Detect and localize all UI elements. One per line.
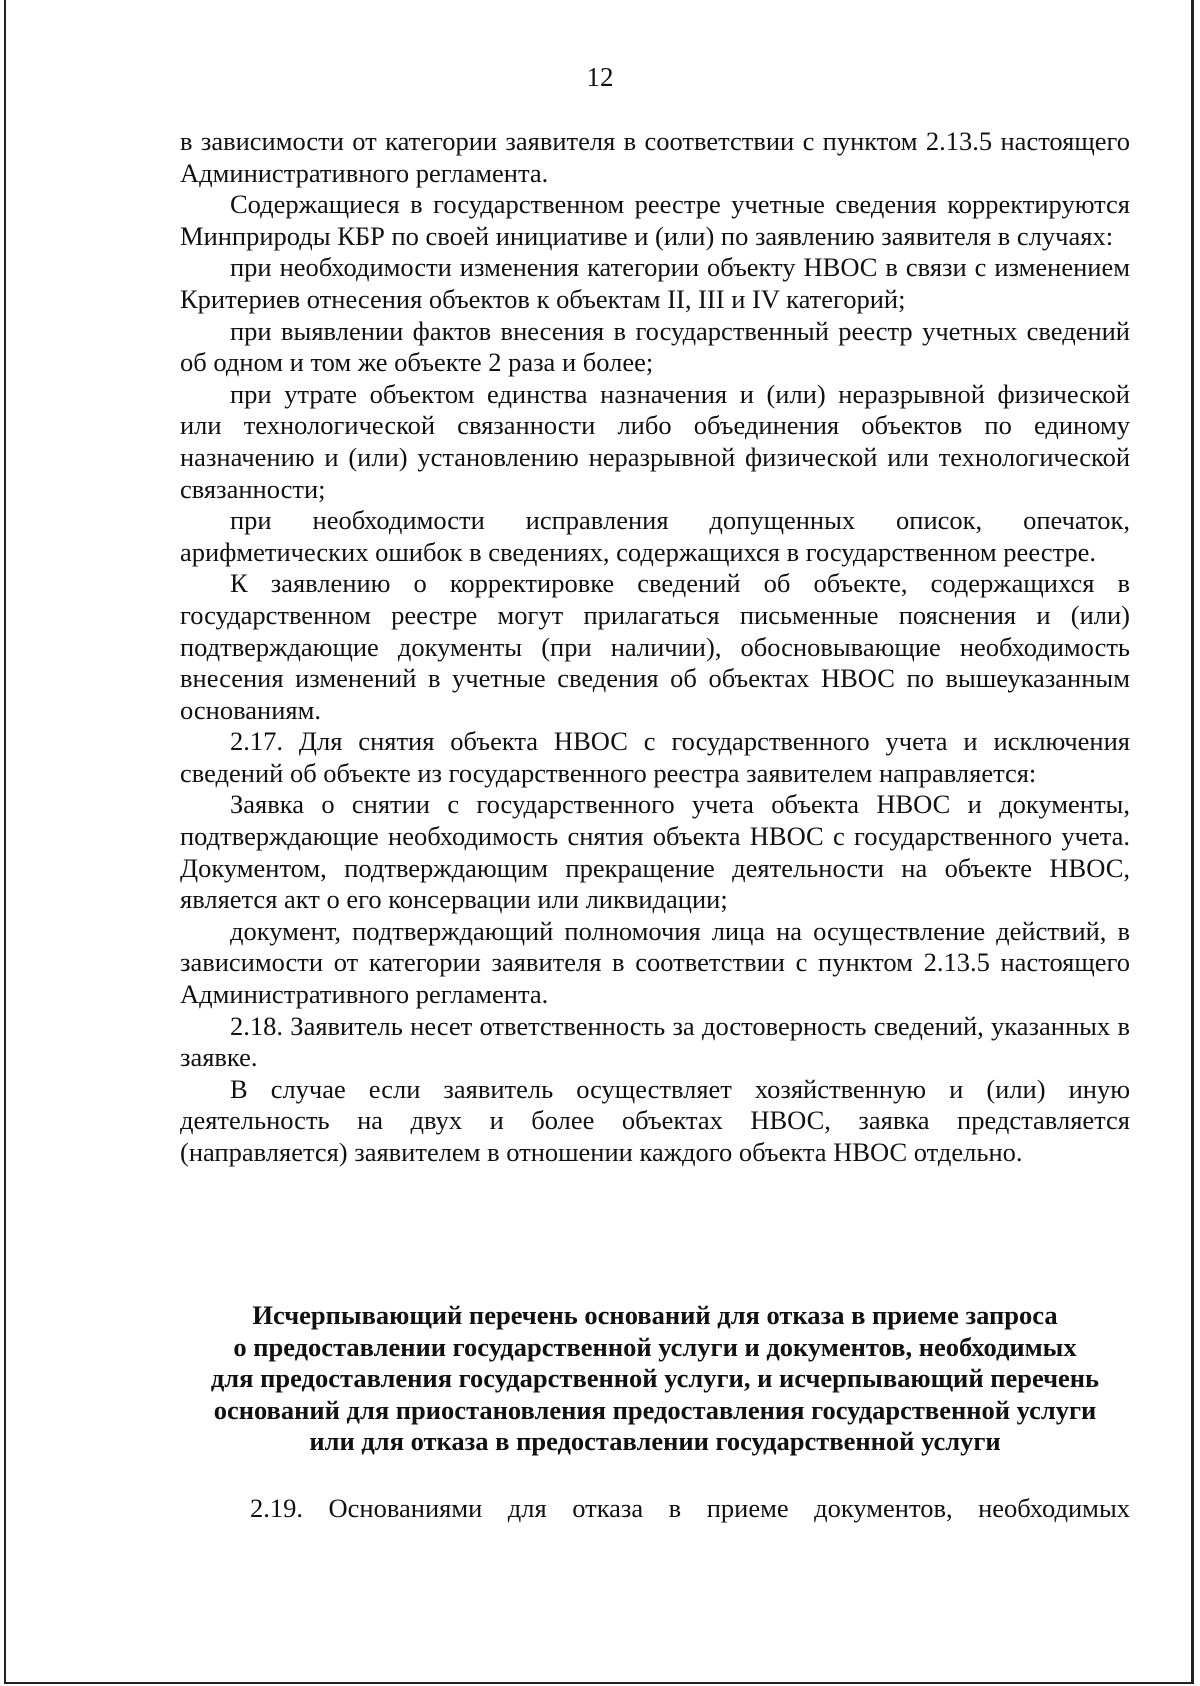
heading-line: оснований для приостановления предоставления государственной услуги <box>213 1394 1097 1425</box>
document-body <box>180 126 1130 1169</box>
section-heading <box>180 1300 1130 1458</box>
paragraph: Заявка о снятии с государственного учета объекта НВОС и документы, подтверждающие необходимость снятия объекта НВОС с государственного учета. Документом, подтверждающим прекращение деятельности на объекте НВОС, является акт о его консервации или ликвидации; <box>180 789 1130 915</box>
paragraph: К заявлению о корректировке сведений об объекте, содержащихся в государственном реестре могут прилагаться письменные пояснения и (или) подтверждающие документы (при наличии), обосновывающие необходимость внесения изменений в учетные сведения об объектах НВОС по вышеуказанным основаниям. <box>180 568 1130 725</box>
paragraph: при необходимости исправления допущенных описок, опечаток, арифметических ошибок в сведениях, содержащихся в государственном реестре. <box>180 505 1130 567</box>
heading-line: Исчерпывающий перечень оснований для отказа в приеме запроса <box>252 1300 1058 1330</box>
paragraph-2-17: 2.17. Для снятия объекта НВОС с государственного учета и исключения сведений об объекте из государственного реестра заявителем направляется: <box>180 726 1130 788</box>
paragraph-2-18: 2.18. Заявитель несет ответственность за достоверность сведений, указанных в заявке. <box>180 1010 1130 1073</box>
heading-line: о предоставлении государственной услуги и документов, необходимых <box>233 1331 1077 1362</box>
paragraph: документ, подтверждающий полномочия лица на осуществление действий, в зависимости от категории заявителя в соответствии с пунктом 2.13.5 настоящего Административного регламента. <box>180 915 1130 1010</box>
paragraph: при утрате объектом единства назначения и (или) неразрывной физической или технологической связанности либо объединения объектов по единому назначению и (или) установлению неразрывной физической или технологической связанности; <box>180 378 1130 504</box>
paragraph-2-19: 2.19. Основаниями для отказа в приеме документов, необходимых <box>250 1493 1130 1523</box>
heading-line: или для отказа в предоставлении государственной услуги <box>309 1426 1001 1457</box>
paragraph: при необходимости изменения категории объекту НВОС в связи с изменением Критериев отнесения объектов к объектам II, III и IV категорий; <box>180 252 1130 314</box>
paragraph-continuation: в зависимости от категории заявителя в соответствии с пунктом 2.13.5 настоящего Административного регламента. <box>180 126 1130 188</box>
paragraph: при выявлении фактов внесения в государственный реестр учетных сведений об одном и том же объекте 2 раза и более; <box>180 315 1130 378</box>
heading-line: для предоставления государственной услуги, и исчерпывающий перечень <box>210 1363 1100 1394</box>
page-number: 12 <box>586 62 614 92</box>
paragraph: Содержащиеся в государственном реестре учетные сведения корректируются Минприроды КБР по своей инициативе и (или) по заявлению заявителя в случаях: <box>180 189 1130 251</box>
paragraph: В случае если заявитель осуществляет хозяйственную и (или) иную деятельность на двух и более объектах НВОС, заявка представляется (направляется) заявителем в отношении каждого объекта НВОС отдельно. <box>180 1073 1130 1167</box>
